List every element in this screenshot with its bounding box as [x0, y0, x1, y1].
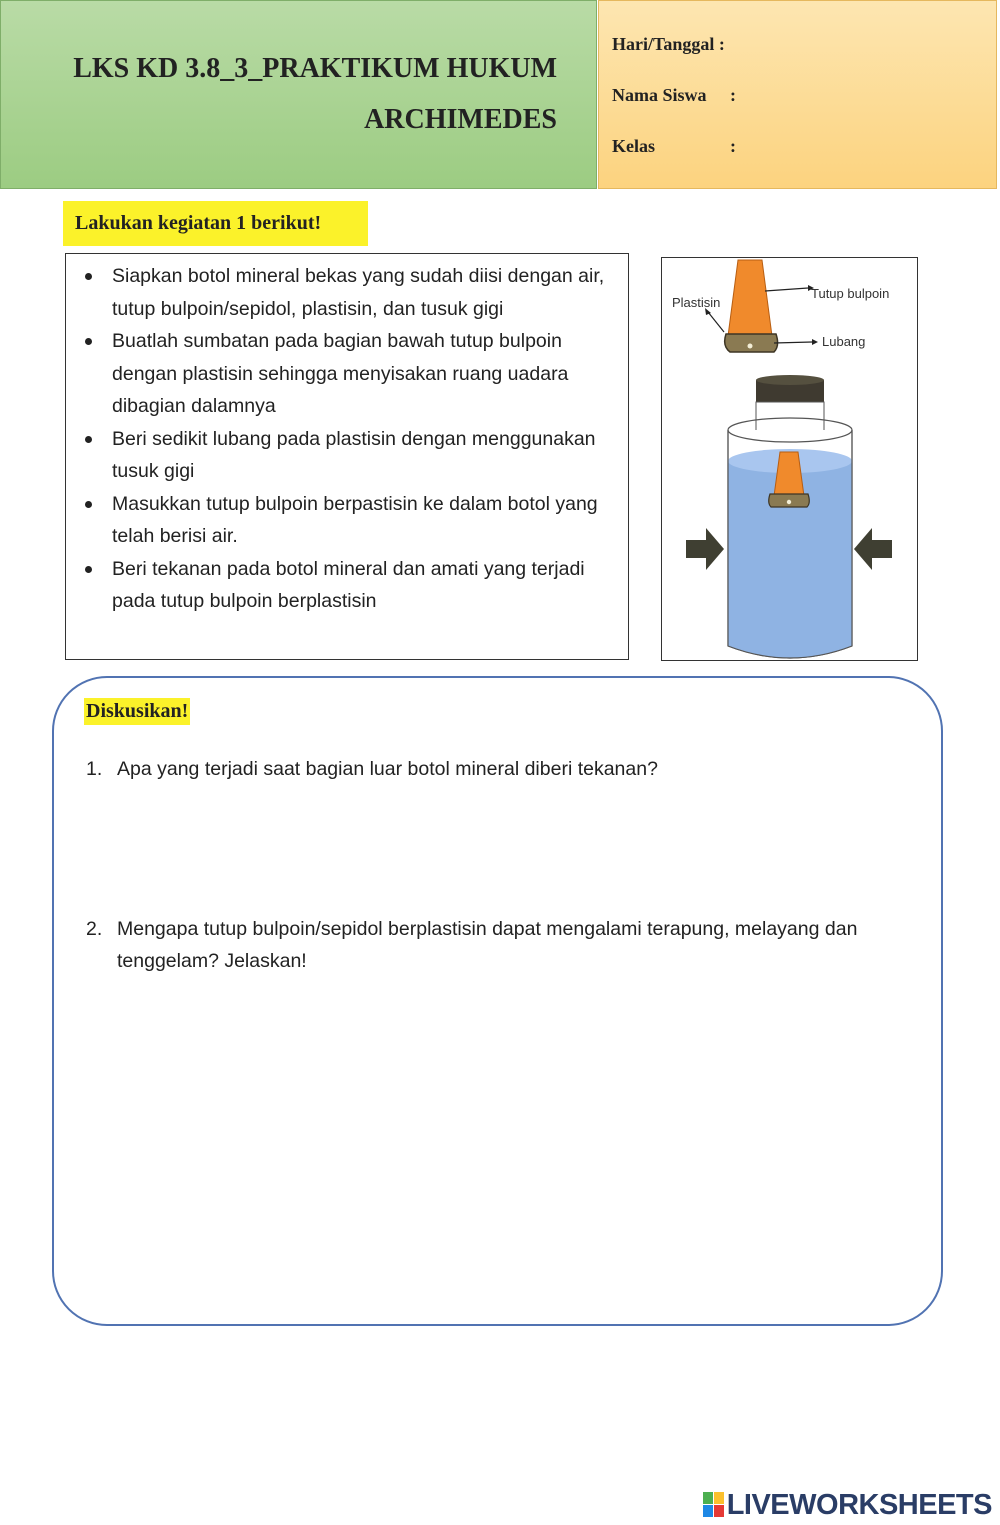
field-kelas — [612, 136, 736, 157]
liveworksheets-logo-icon — [703, 1492, 725, 1518]
step-item: Masukkan tutup bulpoin berpastisin ke dalam botol yang telah berisi air. — [112, 488, 608, 553]
field-kelas-colon: : — [730, 136, 736, 156]
arrow-lubang-line — [774, 342, 812, 343]
label-lubang: Lubang — [822, 334, 866, 349]
plasticine-plug — [725, 334, 778, 352]
submerged-hole — [787, 500, 791, 504]
brand-text: LIVEWORKSHEETS — [726, 1488, 992, 1521]
liveworksheets-brand[interactable] — [703, 1488, 992, 1522]
label-plastisin: Plastisin — [672, 295, 721, 310]
experiment-illustration — [662, 258, 917, 660]
field-nama-siswa-label: Nama Siswa — [612, 85, 707, 105]
arrow-tutup-line — [765, 288, 808, 291]
student-info-panel — [598, 0, 997, 189]
step-item: Beri tekanan pada botol mineral dan amati yang terjadi pada tutup bulpoin berplastisin — [112, 553, 608, 618]
question-text: Mengapa tutup bulpoin/sepidol berplastisin dapat mengalami terapung, melayang dan tenggelam? Jelaskan! — [117, 918, 858, 972]
activity-steps-list — [66, 254, 628, 618]
step-item: Buatlah sumbatan pada bagian bawah tutup bulpoin dengan plastisin sehingga menyisakan ruang uadara dibagian dalamnya — [112, 325, 608, 423]
field-kelas-label: Kelas — [612, 136, 655, 156]
discussion-box — [52, 676, 943, 1326]
field-hari-tanggal — [612, 34, 725, 55]
page-title — [1, 43, 557, 145]
question-number: 2. — [86, 918, 103, 940]
arrow-plastisin-line — [708, 312, 724, 332]
question-item — [86, 753, 906, 785]
page-title-line-2: ARCHIMEDES — [364, 104, 557, 135]
field-hari-tanggal-label: Hari/Tanggal : — [612, 34, 725, 54]
arrow-lubang-head — [812, 339, 818, 345]
question-number: 1. — [86, 758, 103, 780]
activity-heading: Lakukan kegiatan 1 berikut! — [63, 201, 368, 246]
hole-mark — [748, 344, 753, 349]
activity-steps-box — [65, 253, 629, 660]
field-nama-siswa-colon: : — [730, 85, 736, 105]
header-title-panel — [0, 0, 597, 189]
pressure-arrow-right-icon — [854, 528, 892, 570]
discussion-heading: Diskusikan! — [84, 698, 190, 725]
pen-cap-shape — [728, 260, 772, 336]
question-text: Apa yang terjadi saat bagian luar botol mineral diberi tekanan? — [117, 758, 658, 780]
question-item — [86, 913, 906, 977]
step-item: Beri sedikit lubang pada plastisin dengan menggunakan tusuk gigi — [112, 423, 608, 488]
field-nama-siswa — [612, 85, 736, 106]
step-item: Siapkan botol mineral bekas yang sudah diisi dengan air, tutup bulpoin/sepidol, plastisin, dan tusuk gigi — [112, 260, 608, 325]
bottle-cap-rim — [756, 375, 824, 385]
page-title-line-1: LKS KD 3.8_3_PRAKTIKUM HUKUM — [73, 53, 557, 84]
pressure-arrow-left-icon — [686, 528, 724, 570]
label-tutup-bulpoin: Tutup bulpoin — [811, 286, 890, 301]
experiment-figure — [661, 257, 918, 661]
